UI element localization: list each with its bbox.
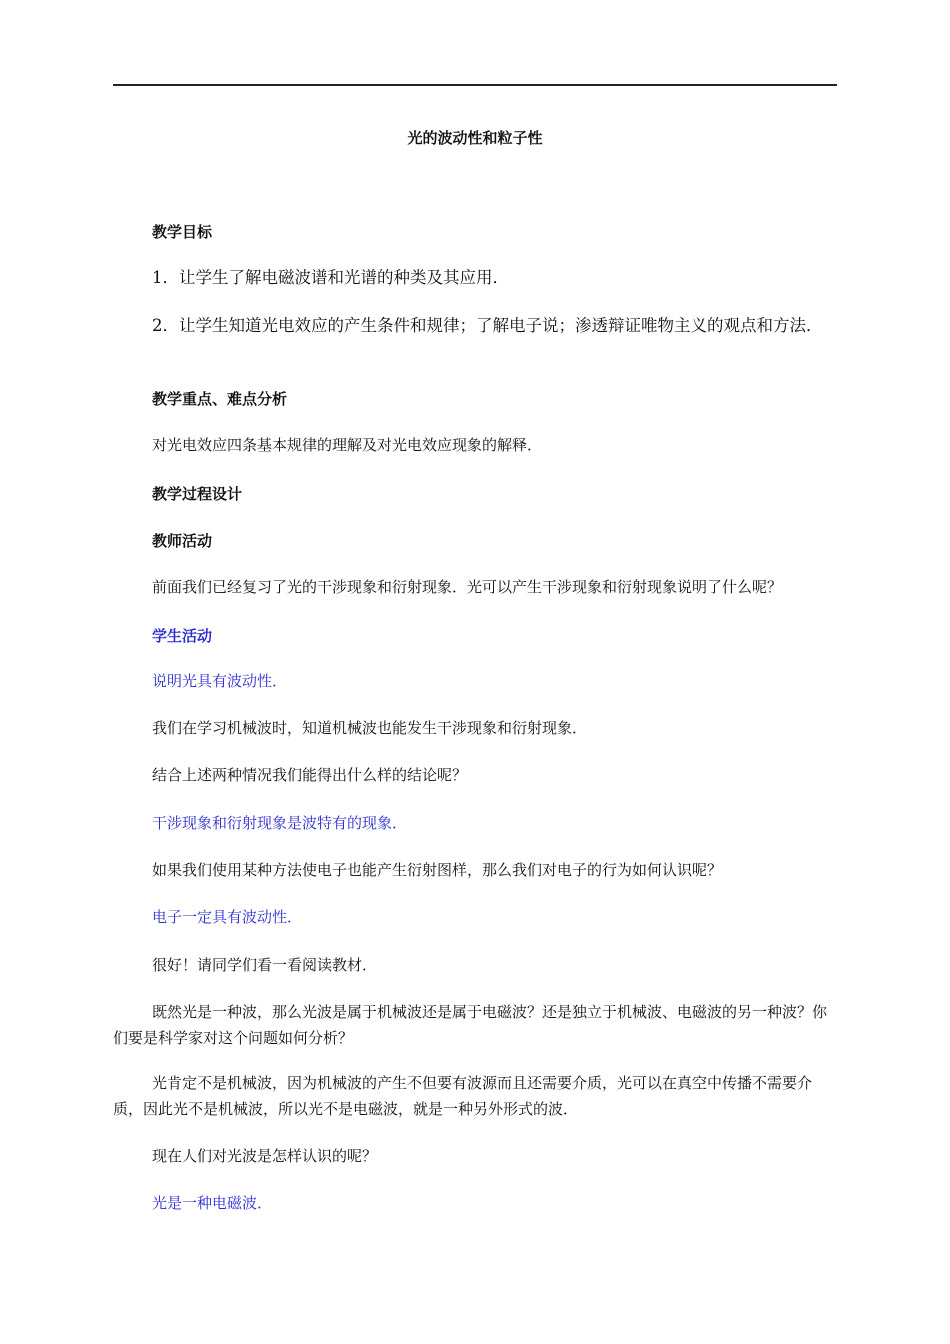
student-answer-1: 说明光具有波动性． xyxy=(152,672,288,690)
document-title: 光的波动性和粒子性 xyxy=(407,129,543,147)
teacher-paragraph-1: 前面我们已经复习了光的干涉现象和衍射现象．光可以产生干涉现象和衍射现象说明了什么呢？ xyxy=(152,578,783,596)
heading-key-points: 教学重点、难点分析 xyxy=(152,390,288,408)
student-answer-2: 干涉现象和衍射现象是波特有的现象． xyxy=(152,814,408,832)
goal-1: 1．让学生了解电磁波谱和光谱的种类及其应用． xyxy=(152,268,509,287)
top-rule xyxy=(113,84,837,86)
student-answer-4: 光是一种电磁波． xyxy=(152,1194,273,1212)
heading-teacher-activity: 教师活动 xyxy=(152,532,213,550)
goal-2: 2．让学生知道光电效应的产生条件和规律；了解电子说；渗透辩证唯物主义的观点和方法． xyxy=(152,316,823,335)
key-points-text: 对光电效应四条基本规律的理解及对光电效应现象的解释． xyxy=(152,436,543,454)
student-paragraph-7: 光肯定不是机械波，因为机械波的产生不但要有波源而且还需要介质，光可以在真空中传播不需要介质，因此光不是机械波，所以光不是电磁波，就是一种另外形式的波． xyxy=(113,1074,813,1118)
teacher-paragraph-4: 如果我们使用某种方法使电子也能产生衍射图样，那么我们对电子的行为如何认识呢？ xyxy=(152,861,723,879)
teacher-paragraph-3: 结合上述两种情况我们能得出什么样的结论呢？ xyxy=(152,766,468,784)
teacher-paragraph-8: 现在人们对光波是怎样认识的呢？ xyxy=(152,1147,378,1165)
teacher-paragraph-5: 很好！请同学们看一看阅读教材． xyxy=(152,956,378,974)
teacher-paragraph-6: 既然光是一种波，那么光波是属于机械波还是属于电磁波？还是独立于机械波、电磁波的另一种波？你们要是科学家对这个问题如何分析？ xyxy=(113,1003,828,1047)
heading-student-activity: 学生活动 xyxy=(152,627,213,645)
heading-process: 教学过程设计 xyxy=(152,485,243,503)
teacher-paragraph-2: 我们在学习机械波时，知道机械波也能发生干涉现象和衍射现象． xyxy=(152,719,588,737)
student-answer-3: 电子一定具有波动性． xyxy=(152,908,303,926)
heading-goals: 教学目标 xyxy=(152,223,213,241)
